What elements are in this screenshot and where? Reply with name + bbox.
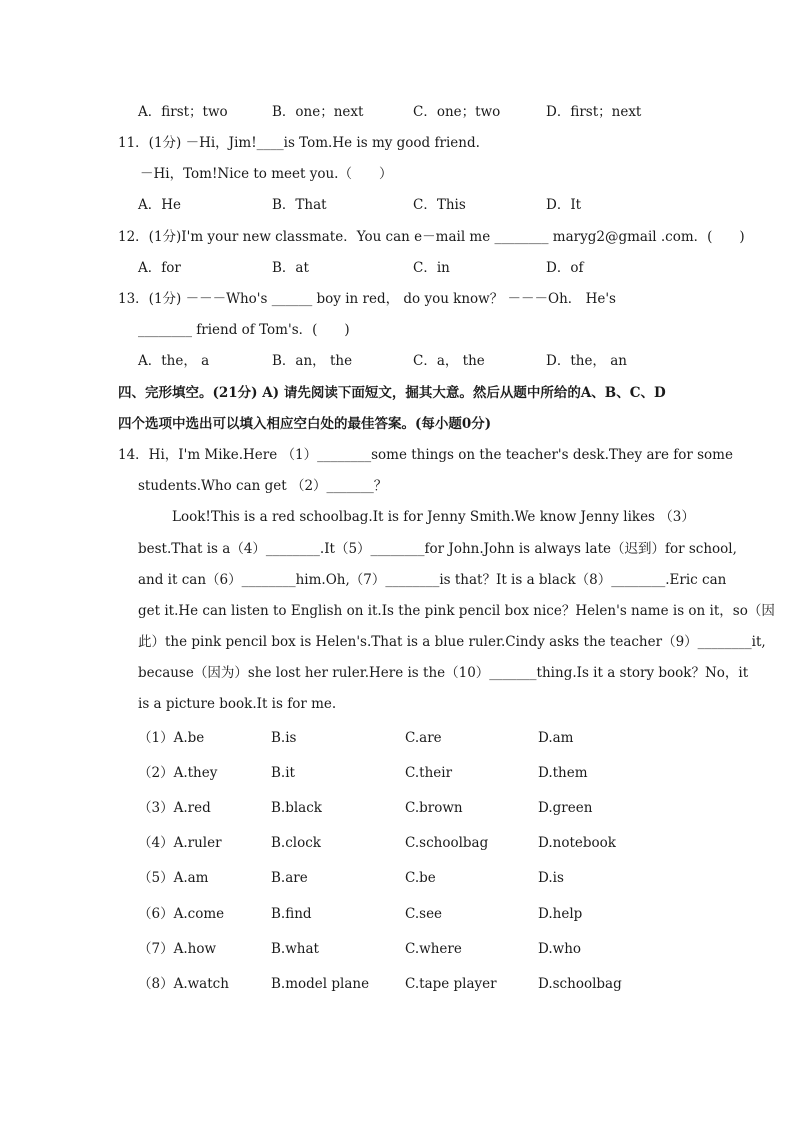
choice-b: B.what bbox=[271, 941, 319, 957]
q12-option-a: A．for bbox=[138, 260, 181, 276]
q11-option-a: A．He bbox=[138, 197, 182, 213]
q14-passage-line: 此）the pink pencil box is Helen's.That is a blue ruler.Cindy asks the teacher（9）________it, bbox=[138, 634, 766, 650]
choice-c: C.where bbox=[405, 941, 462, 957]
choice-d: D.help bbox=[538, 906, 583, 922]
choice-d: D.them bbox=[538, 765, 588, 781]
choice-d: D.am bbox=[538, 730, 574, 746]
choice-b: B.black bbox=[271, 800, 322, 816]
q13-stem: 13．(1分) －－－Who's ______ boy in red， do you know？ －－－Oh． He's bbox=[118, 291, 616, 307]
choice-b: B.find bbox=[271, 906, 312, 922]
choice-row-1 bbox=[138, 729, 698, 747]
choice-b: B.are bbox=[271, 870, 308, 886]
q14-passage-line: Look!This is a red schoolbag.It is for Jenny Smith.We know Jenny likes （3） bbox=[172, 509, 695, 525]
q10-option-b: B．one；next bbox=[272, 104, 364, 120]
q10-option-c: C．one；two bbox=[413, 104, 501, 120]
q11-stem-cont: －Hi，Tom!Nice to meet you.（ ） bbox=[140, 166, 393, 182]
q10-options bbox=[138, 103, 738, 121]
q13-option-d: D．the， an bbox=[546, 353, 627, 369]
choice-c: C.see bbox=[405, 906, 443, 922]
choice-b: B.clock bbox=[271, 835, 321, 851]
q11-option-b: B．That bbox=[272, 197, 327, 213]
choice-c: C.are bbox=[405, 730, 442, 746]
q12-stem: 12．(1分)I'm your new classmate．You can e－mail me ________ maryg2@gmail .com．( ) bbox=[118, 229, 745, 245]
q13-option-c: C．a， the bbox=[413, 353, 485, 369]
q12-options bbox=[138, 259, 738, 277]
q12-option-d: D．of bbox=[546, 260, 584, 276]
q13-options bbox=[138, 352, 738, 370]
q14-passage-line: get it.He can listen to English on it.Is the pink pencil box nice？Helen's name is on it，so（因 bbox=[138, 603, 775, 619]
choice-row-7 bbox=[138, 940, 698, 958]
q14-passage-line: 14．Hi，I'm Mike.Here （1）________some things on the teacher's desk.They are for some bbox=[118, 447, 733, 463]
q12-option-c: C．in bbox=[413, 260, 450, 276]
choice-a: （8）A.watch bbox=[138, 976, 229, 992]
q14-passage-line: students.Who can get （2）_______？ bbox=[138, 478, 388, 494]
section-4-heading-cont: 四个选项中选出可以填入相应空白处的最佳答案。(每小题0分) bbox=[118, 416, 492, 432]
choice-a: （5）A.am bbox=[138, 870, 209, 886]
choice-c: C.tape player bbox=[405, 976, 497, 992]
choice-a: （6）A.come bbox=[138, 906, 225, 922]
q13-stem-cont: ________ friend of Tom's．( ) bbox=[138, 322, 350, 338]
choice-b: B.it bbox=[271, 765, 295, 781]
choice-b: B.model plane bbox=[271, 976, 370, 992]
choice-d: D.is bbox=[538, 870, 564, 886]
choice-a: （7）A.how bbox=[138, 941, 217, 957]
choice-d: D.who bbox=[538, 941, 582, 957]
q14-passage-line: because（因为）she lost her ruler.Here is the（10）_______thing.Is it a story book？No，it bbox=[138, 665, 749, 681]
choice-c: C.brown bbox=[405, 800, 463, 816]
q10-option-a: A．first；two bbox=[138, 104, 228, 120]
q13-option-a: A．the， a bbox=[138, 353, 210, 369]
choice-row-6 bbox=[138, 905, 698, 923]
q14-passage-line: is a picture book.It is for me. bbox=[138, 696, 337, 712]
q11-option-c: C．This bbox=[413, 197, 466, 213]
choice-d: D.notebook bbox=[538, 835, 616, 851]
choice-b: B.is bbox=[271, 730, 297, 746]
choice-a: （1）A.be bbox=[138, 730, 205, 746]
choice-a: （3）A.red bbox=[138, 800, 211, 816]
choice-c: C.their bbox=[405, 765, 453, 781]
choice-c: C.be bbox=[405, 870, 436, 886]
q14-passage-line: best.That is a（4）________.It（5）________for John.John is always late（迟到）for school, bbox=[138, 541, 737, 557]
q12-option-b: B．at bbox=[272, 260, 309, 276]
q11-options bbox=[138, 196, 738, 214]
choice-d: D.schoolbag bbox=[538, 976, 622, 992]
section-4-heading: 四、完形填空。(21分) A) 请先阅读下面短文，掘其大意。然后从题中所给的A、B、C、D bbox=[118, 385, 666, 401]
choice-a: （4）A.ruler bbox=[138, 835, 222, 851]
choice-row-2 bbox=[138, 764, 698, 782]
choice-row-8 bbox=[138, 975, 698, 993]
q11-stem: 11．(1分) －Hi，Jim!____is Tom.He is my good friend. bbox=[118, 135, 480, 151]
choice-row-5 bbox=[138, 869, 698, 887]
choice-row-4 bbox=[138, 834, 698, 852]
q13-option-b: B．an， the bbox=[272, 353, 353, 369]
q11-option-d: D．It bbox=[546, 197, 582, 213]
q14-passage-line: and it can（6）________him.Oh,（7）________is that？It is a black（8）________.Eric can bbox=[138, 572, 727, 588]
choice-row-3 bbox=[138, 799, 698, 817]
choice-d: D.green bbox=[538, 800, 593, 816]
choice-a: （2）A.they bbox=[138, 765, 218, 781]
choice-c: C.schoolbag bbox=[405, 835, 489, 851]
q10-option-d: D．first；next bbox=[546, 104, 642, 120]
